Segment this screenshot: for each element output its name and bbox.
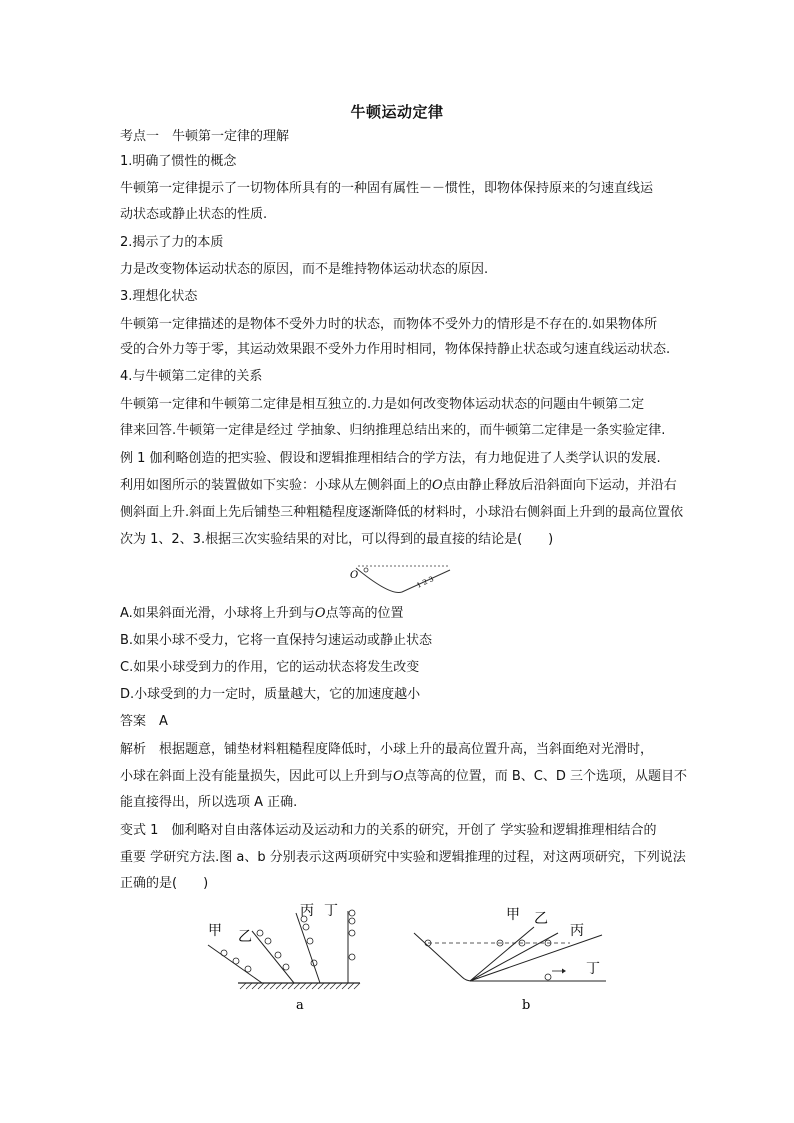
label-jia-b: 甲: [506, 907, 520, 923]
label-ding-b: 丁: [586, 961, 600, 977]
section-1-text-line-2: 动状态或静止状态的性质.: [120, 207, 268, 222]
height-marks-label: 1 2 3: [415, 575, 435, 590]
section-3-heading: 3.理想化状态: [120, 289, 198, 304]
section-2-text: 力是改变物体运动状态的原因，而不是维持物体运动状态的原因.: [120, 262, 489, 277]
example-1-line-2: 利用如图所示的装置做如下实验：小球从左侧斜面上的O点由静止释放后沿斜面向下运动，并沿右: [120, 478, 677, 493]
section-4-text-line-2: 律来回答.牛顿第一定律是经过 学抽象、归纳推理总结出来的，而牛顿第二定律是一条实验定律.: [120, 423, 666, 438]
example-1-line-1: 例 1 伽利略创造的把实验、假设和逻辑推理相结合的学方法，有力地促进了人类学认识的发展.: [120, 451, 661, 466]
ramp-jia-b: [470, 927, 534, 981]
option-c: C.如果小球受到力的作用，它的运动状态将发生改变: [120, 660, 420, 675]
analysis-line-3: 能直接得出，所以选项 A 正确.: [120, 795, 298, 810]
figure-b: [410, 903, 620, 1018]
section-2-heading: 2.揭示了力的本质: [120, 235, 224, 250]
label-yi-a: 乙: [238, 929, 252, 945]
label-jia-a: 甲: [208, 923, 222, 939]
answer-line: 答案 A: [120, 714, 168, 729]
track-b: [414, 933, 606, 981]
option-d: D.小球受到的力一定时，质量越大，它的加速度越小: [120, 687, 421, 702]
example-1-line-3: 侧斜面上升.斜面上先后铺垫三种粗糙程度逐渐降低的材料时，小球沿右侧斜面上升到的最高位置依: [120, 505, 684, 520]
incline-bing: [296, 913, 320, 983]
option-b: B.如果小球不受力，它将一直保持匀速运动或静止状态: [120, 633, 433, 648]
arrow-head-icon: [562, 969, 566, 974]
section-3-text-line-1: 牛顿第一定律描述的是物体不受外力时的状态，而物体不受外力的情形是不存在的.如果物体所: [120, 317, 658, 332]
caption-a: a: [296, 998, 304, 1013]
ramp-curve: [356, 568, 450, 593]
ramp-bing-b: [470, 935, 602, 981]
ramp-yi-b: [470, 933, 558, 981]
analysis-line-1: 解析 根据题意，铺垫材料粗糙程度降低时，小球上升的最高位置升高，当斜面绝对光滑时，: [120, 742, 654, 757]
ground-hatch: [240, 983, 360, 989]
analysis-line-2: 小球在斜面上没有能量损失，因此可以上升到与O点等高的位置，而 B、C、D 三个选项，从题目不: [120, 769, 687, 784]
label-bing-b: 丙: [570, 923, 584, 939]
variant-1-line-1: 变式 1 伽利略对自由落体运动及运动和力的关系的研究，开创了 学实验和逻辑推理相结合的: [120, 823, 657, 838]
ramp-figure: [350, 562, 456, 598]
example-1-line-4: 次为 1、2、3.根据三次实验结果的对比，可以得到的最直接的结论是( ): [120, 532, 554, 547]
point-o-label: O: [350, 570, 359, 581]
option-a: A.如果斜面光滑，小球将上升到与O点等高的位置: [120, 606, 404, 621]
page-title: 牛顿运动定律: [350, 103, 444, 121]
section-1-text-line-1: 牛顿第一定律提示了一切物体所具有的一种固有属性－－惯性，即物体保持原来的匀速直线运: [120, 181, 654, 196]
variant-1-line-2: 重要 学研究方法.图 a、b 分别表示这两项研究中实验和逻辑推理的过程，对这两项研究，下列说法: [120, 850, 686, 865]
label-bing-a: 丙: [300, 903, 314, 919]
label-yi-b: 乙: [534, 911, 548, 927]
section-4-heading: 4.与牛顿第二定律的关系: [120, 369, 263, 384]
label-ding-a: 丁: [324, 903, 338, 919]
section-3-text-line-2: 受的合外力等于零，其运动效果跟不受外力作用时相同，物体保持静止状态或匀速直线运动状态.: [120, 342, 671, 357]
variant-1-line-3: 正确的是( ): [120, 876, 209, 891]
ball-icon: [364, 568, 368, 572]
figure-a: [200, 903, 380, 1018]
incline-yi: [252, 931, 294, 983]
section-1-heading: 1.明确了惯性的概念: [120, 154, 237, 169]
section-4-text-line-1: 牛顿第一定律和牛顿第二定律是相互独立的.力是如何改变物体运动状态的问题由牛顿第二定: [120, 397, 645, 412]
caption-b: b: [522, 998, 531, 1013]
kaodian-heading: 考点一 牛顿第一定律的理解: [120, 129, 290, 144]
